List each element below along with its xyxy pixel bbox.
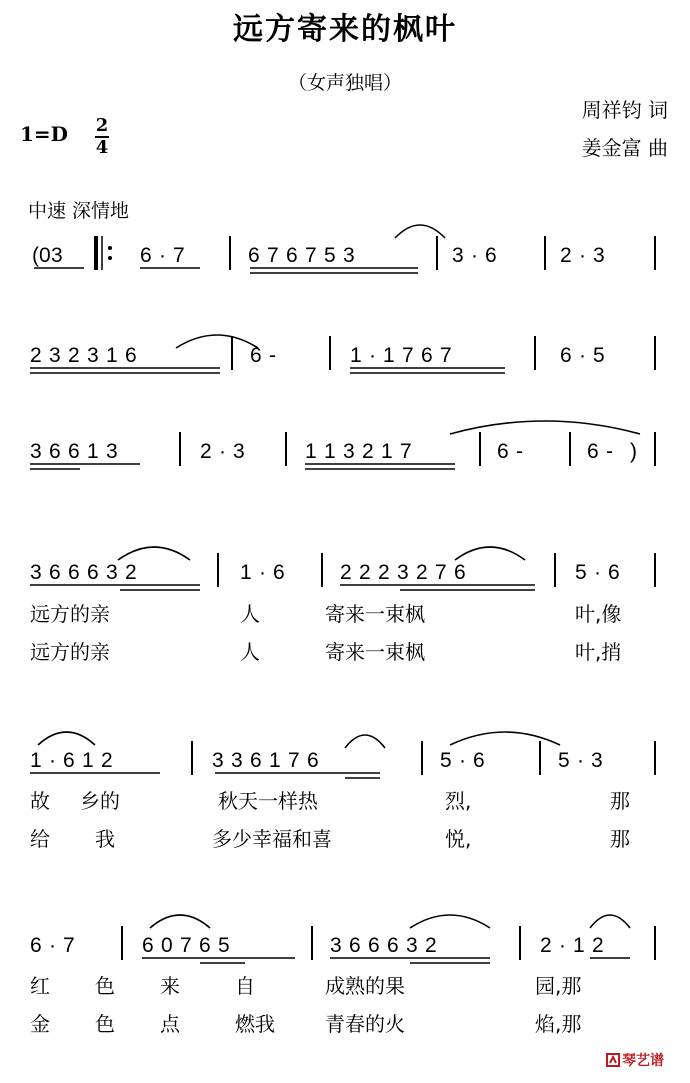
score-note: 1 bbox=[82, 749, 94, 772]
score-note: 1 bbox=[383, 344, 395, 367]
slur-arc bbox=[345, 735, 385, 748]
score-note: 6 bbox=[497, 440, 509, 463]
site-watermark bbox=[606, 1050, 664, 1070]
lyric-text: 自 bbox=[235, 974, 255, 998]
score-note: 6 bbox=[421, 344, 433, 367]
score-note: 7 bbox=[63, 934, 75, 957]
score-note: (0 bbox=[32, 244, 51, 267]
score-note: 6 bbox=[387, 934, 399, 957]
score-note: 5 bbox=[218, 934, 230, 957]
lyric-text: 秋天一样热 bbox=[218, 789, 318, 813]
score-note: 2 bbox=[340, 561, 352, 584]
score-note: · bbox=[219, 440, 226, 463]
slur-arc bbox=[455, 547, 525, 560]
score-note: 1 bbox=[30, 749, 42, 772]
score-note: 6 bbox=[248, 244, 260, 267]
score-note: · bbox=[49, 934, 56, 957]
score-note: · bbox=[459, 749, 466, 772]
score-note: 6 bbox=[49, 561, 61, 584]
score-note: 5 bbox=[575, 561, 587, 584]
score-note: 1 bbox=[87, 440, 99, 463]
page-title: 远方寄来的枫叶 bbox=[233, 12, 457, 47]
score-note: 6 bbox=[140, 244, 152, 267]
score-note: 3 bbox=[397, 561, 409, 584]
score-note: 1 bbox=[240, 561, 252, 584]
lyric-text: 给 bbox=[30, 827, 50, 851]
lyric-text: 点 bbox=[160, 1012, 180, 1036]
lyric-text: 人 bbox=[240, 602, 260, 626]
score-note: - bbox=[269, 344, 276, 367]
lyric-text: 远方的亲 bbox=[30, 640, 110, 664]
lyric-text: 多少幸福和喜 bbox=[212, 827, 332, 851]
score-note: 1 bbox=[381, 440, 393, 463]
lyric-text: 寄来一束枫 bbox=[325, 602, 425, 626]
score-marks bbox=[30, 225, 655, 963]
score-note: 6 bbox=[368, 934, 380, 957]
score-note: 6 bbox=[250, 749, 262, 772]
score-note: 7 bbox=[435, 561, 447, 584]
score-note: 7 bbox=[288, 749, 300, 772]
score-note: 3 bbox=[106, 561, 118, 584]
score-note: 6 bbox=[30, 934, 42, 957]
score-note: 2 bbox=[359, 561, 371, 584]
lyric-text: 人 bbox=[240, 640, 260, 664]
slur-arc bbox=[450, 732, 560, 745]
slur-arc bbox=[150, 915, 210, 928]
score-note: 3 bbox=[330, 934, 342, 957]
score-note: 7 bbox=[267, 244, 279, 267]
score-note: 3 bbox=[452, 244, 464, 267]
score-note: 6 bbox=[286, 244, 298, 267]
lyric-text: 成熟的果 bbox=[325, 974, 405, 998]
lyric-text: 那 bbox=[610, 827, 630, 851]
repeat-dot bbox=[108, 256, 112, 260]
lyric-text: 红 bbox=[30, 974, 50, 998]
lyric-text: 色 bbox=[95, 974, 115, 998]
score-note: 2 bbox=[540, 934, 552, 957]
score-note: 3 bbox=[51, 244, 63, 267]
score-note: 2 bbox=[592, 934, 604, 957]
score-note: 3 bbox=[233, 440, 245, 463]
score-note: 6 bbox=[49, 440, 61, 463]
repeat-dot bbox=[108, 246, 112, 250]
score-note: 3 bbox=[87, 344, 99, 367]
score-note: 1 bbox=[269, 749, 281, 772]
score-note: 1 bbox=[305, 440, 317, 463]
subtitle: （女声独唱） bbox=[287, 72, 402, 94]
score-note: 6 bbox=[485, 244, 497, 267]
score-note: 2 bbox=[416, 561, 428, 584]
score-note: 2 bbox=[30, 344, 42, 367]
score-note: 2 bbox=[362, 440, 374, 463]
lyricist-credit: 周祥钧 词 bbox=[581, 98, 668, 122]
score-note: 7 bbox=[173, 244, 185, 267]
score-note: 3 bbox=[591, 749, 603, 772]
score-note: · bbox=[259, 561, 266, 584]
lyric-text: 金 bbox=[30, 1012, 50, 1036]
score-note: 6 bbox=[142, 934, 154, 957]
lyric-text: 故 bbox=[30, 789, 50, 813]
score-note: 3 bbox=[30, 561, 42, 584]
score-note: · bbox=[471, 244, 478, 267]
score-note: 2 bbox=[425, 934, 437, 957]
lyric-text: 我 bbox=[95, 827, 115, 851]
watermark-text: 琴艺谱 bbox=[622, 1053, 664, 1069]
score-note: 6 bbox=[273, 561, 285, 584]
score-note: 2 bbox=[378, 561, 390, 584]
score-note: 6 bbox=[307, 749, 319, 772]
score-note: 5 bbox=[324, 244, 336, 267]
score-note: · bbox=[594, 561, 601, 584]
score-note: 6 bbox=[250, 344, 262, 367]
score-note: 7 bbox=[402, 344, 414, 367]
score-note: 6 bbox=[349, 934, 361, 957]
lyric-text: 悦, bbox=[445, 827, 472, 851]
slur-arc bbox=[590, 915, 630, 928]
score-note: 3 bbox=[406, 934, 418, 957]
key-signature: 1=D bbox=[20, 122, 69, 146]
score-note: 2 bbox=[101, 749, 113, 772]
score-note: 7 bbox=[180, 934, 192, 957]
watermark-logo-icon bbox=[606, 1053, 620, 1067]
score-note: - bbox=[606, 440, 613, 463]
lyric-text: 来 bbox=[160, 974, 180, 998]
score-note: 6 bbox=[87, 561, 99, 584]
score-note: 6 bbox=[199, 934, 211, 957]
lyric-text: 燃我 bbox=[235, 1012, 275, 1036]
lyric-text: 色 bbox=[95, 1012, 115, 1036]
score-note: 2 bbox=[560, 244, 572, 267]
score-note: 6 bbox=[68, 561, 80, 584]
time-signature-top: 2 bbox=[95, 115, 109, 136]
slur-arc bbox=[118, 547, 190, 560]
slur-arc bbox=[450, 421, 640, 434]
composer-credit: 姜金富 曲 bbox=[581, 136, 668, 160]
lyric-text: 那 bbox=[610, 789, 630, 813]
score-note: 3 bbox=[106, 440, 118, 463]
score-note: 0 bbox=[161, 934, 173, 957]
score-note: 3 bbox=[593, 244, 605, 267]
score-note: ) bbox=[630, 440, 637, 463]
score-note: - bbox=[516, 440, 523, 463]
score-note: 6 bbox=[68, 440, 80, 463]
score-note: 6 bbox=[454, 561, 466, 584]
score-note: 3 bbox=[212, 749, 224, 772]
lyric-text: 叶,捎 bbox=[575, 640, 622, 664]
score-note: 6 bbox=[560, 344, 572, 367]
score-note: 5 bbox=[593, 344, 605, 367]
score-note: · bbox=[577, 749, 584, 772]
score-note: 2 bbox=[125, 561, 137, 584]
time-signature-bottom: 4 bbox=[95, 137, 109, 158]
score-note: 3 bbox=[343, 440, 355, 463]
lyric-text: 园,那 bbox=[535, 974, 582, 998]
slur-arc bbox=[176, 335, 258, 348]
lyric-text: 青春的火 bbox=[325, 1012, 405, 1036]
score-note: 2 bbox=[68, 344, 80, 367]
lyric-text: 乡的 bbox=[80, 789, 120, 813]
score-note: 6 bbox=[473, 749, 485, 772]
score-note: 1 bbox=[106, 344, 118, 367]
score-note: 1 bbox=[324, 440, 336, 463]
lyric-text: 远方的亲 bbox=[30, 602, 110, 626]
slur-arc bbox=[38, 732, 95, 745]
score-note: 7 bbox=[305, 244, 317, 267]
tempo-marking: 中速 深情地 bbox=[28, 200, 130, 222]
lyric-text: 寄来一束枫 bbox=[325, 640, 425, 664]
score-note: 3 bbox=[30, 440, 42, 463]
score-note: · bbox=[579, 344, 586, 367]
score-note: · bbox=[49, 749, 56, 772]
lyric-text: 烈, bbox=[445, 789, 472, 813]
score-note: 7 bbox=[440, 344, 452, 367]
score-note: 6 bbox=[63, 749, 75, 772]
slur-arc bbox=[410, 915, 490, 928]
score-note: 6 bbox=[587, 440, 599, 463]
score-note: 1 bbox=[350, 344, 362, 367]
score-note: 5 bbox=[558, 749, 570, 772]
score-note: · bbox=[159, 244, 166, 267]
score-note: · bbox=[559, 934, 566, 957]
score-note: 6 bbox=[608, 561, 620, 584]
score-note: 1 bbox=[573, 934, 585, 957]
score-note: 3 bbox=[49, 344, 61, 367]
lyric-text: 叶,像 bbox=[575, 602, 622, 626]
score-note: 6 bbox=[125, 344, 137, 367]
lyric-text: 焰,那 bbox=[535, 1012, 582, 1036]
score-note: 7 bbox=[400, 440, 412, 463]
score-note: 3 bbox=[343, 244, 355, 267]
score-note: 3 bbox=[231, 749, 243, 772]
score-note: 5 bbox=[440, 749, 452, 772]
score-note: 2 bbox=[200, 440, 212, 463]
score-note: · bbox=[369, 344, 376, 367]
score-note: · bbox=[579, 244, 586, 267]
